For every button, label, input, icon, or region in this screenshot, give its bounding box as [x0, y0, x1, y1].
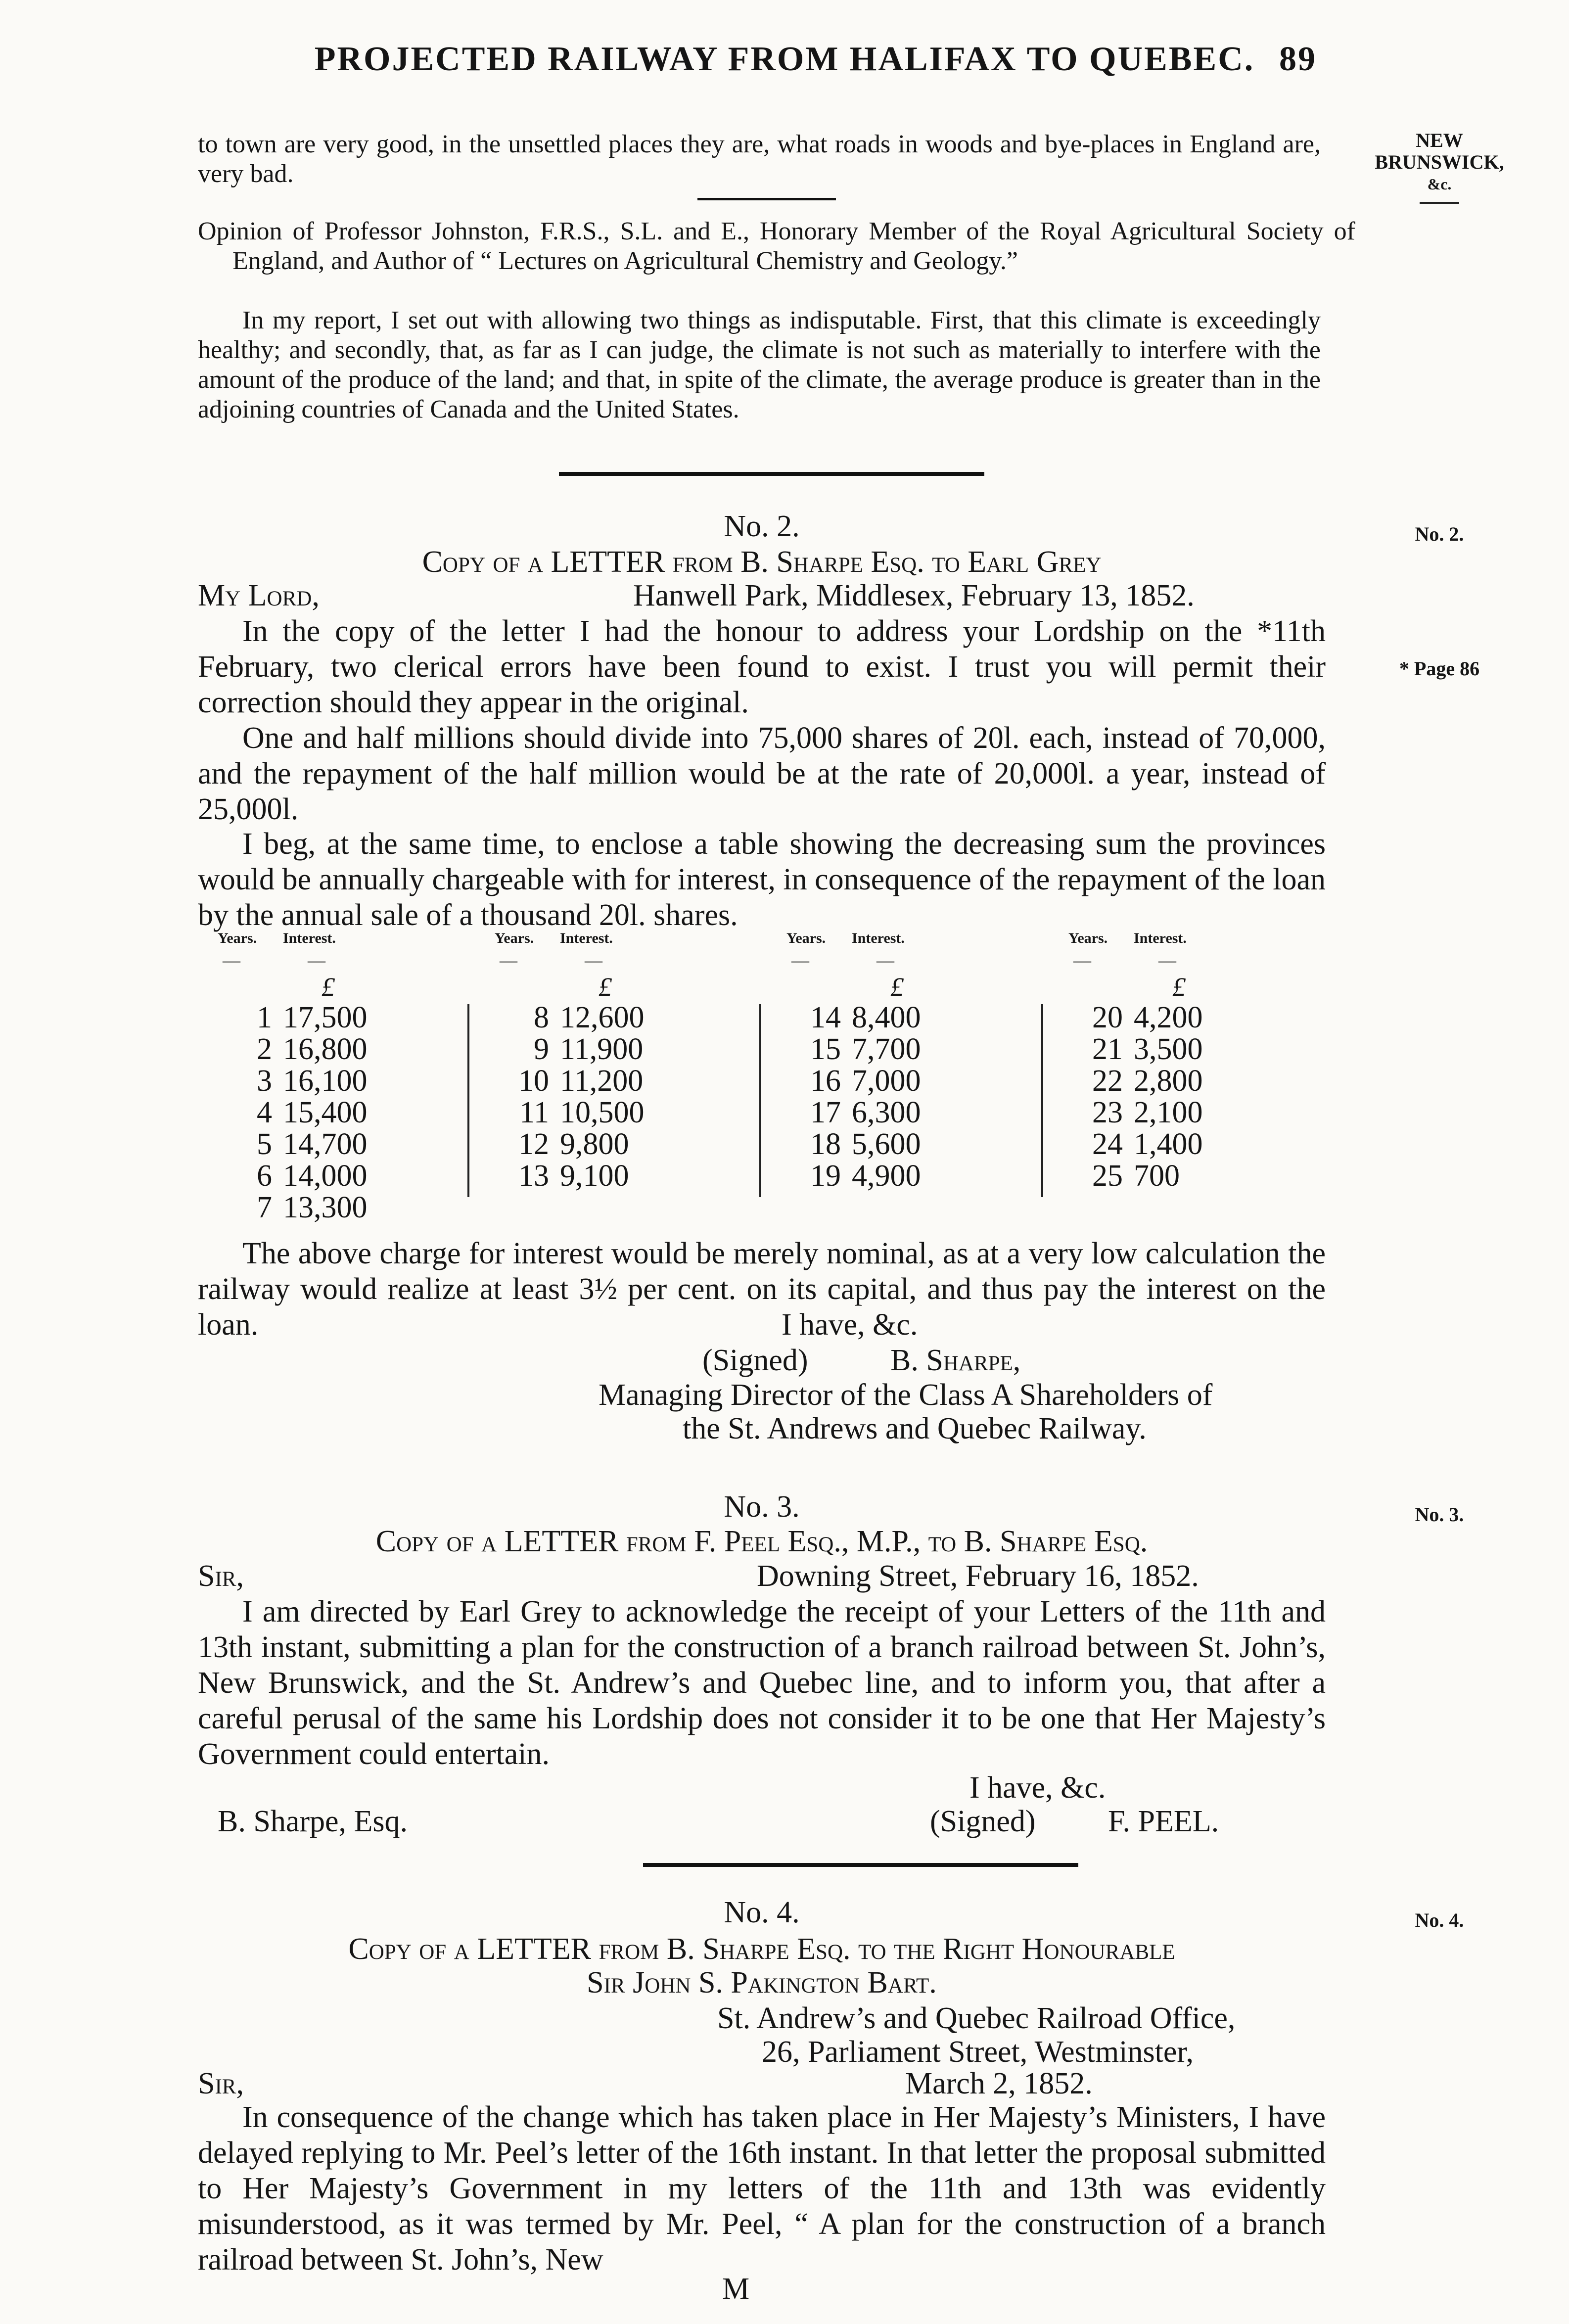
letter3-closing: I have, &c.	[969, 1771, 1106, 1805]
table-header-interest: Interest.	[852, 930, 905, 946]
table-cell-interest: 11,900	[560, 1032, 644, 1066]
table-cell-interest: 7,000	[852, 1064, 921, 1098]
table-group-1	[218, 930, 412, 1224]
page-number: 89	[1279, 40, 1317, 78]
table-cell-year: 4	[257, 1096, 272, 1129]
table-row	[495, 1129, 689, 1161]
table-cell-year: 9	[534, 1032, 549, 1066]
table-header	[495, 930, 689, 950]
table-cell-interest: 14,000	[283, 1159, 368, 1193]
section-rule	[643, 1863, 1078, 1867]
table-row	[1068, 1066, 1262, 1097]
table-cell-interest: 4,200	[1134, 1001, 1203, 1034]
table-header-interest: Interest.	[1134, 930, 1187, 946]
letter4-number: No. 4.	[724, 1896, 800, 1929]
table-row	[495, 1097, 689, 1129]
table-cell-year: 10	[518, 1064, 549, 1098]
table-currency-symbol: £	[599, 972, 612, 1002]
table-header	[1068, 930, 1262, 950]
table-cell-interest: 14,700	[283, 1127, 368, 1161]
table-cell-year: 1	[257, 1001, 272, 1034]
interest-table	[218, 930, 1306, 1237]
table-currency-symbol: £	[890, 972, 904, 1002]
table-cell-interest: 2,100	[1134, 1096, 1203, 1129]
table-cell-year: 20	[1092, 1001, 1123, 1034]
margin-note-no3: No. 3.	[1415, 1503, 1464, 1526]
letter2-closing: I have, &c.	[782, 1308, 918, 1342]
table-cell-year: 12	[518, 1127, 549, 1161]
table-cell-interest: 4,900	[852, 1159, 921, 1193]
table-cell-year: 23	[1092, 1096, 1123, 1129]
table-row	[786, 1097, 980, 1129]
signature-mark: M	[722, 2272, 750, 2306]
table-group-4	[1068, 930, 1262, 1192]
margin-note-no2: No. 2.	[1415, 523, 1464, 545]
letter4-para1: In consequence of the change which has taken place in Her Majesty’s Ministers, I have delayed replying to Mr. Peel’s letter of the 16th instant. In that letter the proposal submitted to Her Majesty’s Government in my letters of the 11th and 13th was evidently misunderstood, as it was termed by Mr. Peel, “ A plan for the construction of a branch railroad between St. John’s, New	[198, 2100, 1326, 2277]
letter4-address-2: 26, Parliament Street, Westminster,	[762, 2035, 1194, 2069]
letter4-address-1: St. Andrew’s and Quebec Railroad Office,	[717, 2001, 1236, 2035]
table-cell-interest: 6,300	[852, 1096, 921, 1129]
margin-province-etc: &c.	[1427, 175, 1452, 193]
table-cell-year: 24	[1092, 1127, 1123, 1161]
letter4-title-2: Sir John S. Pakington Bart.	[587, 1966, 937, 1999]
letter2-para4: The above charge for interest would be merely nominal, as at a very low calculation the railway would realize at least 3½ per cent. on its capital, and thus pay the interest on the loan.	[198, 1237, 1326, 1342]
section-divider	[697, 198, 836, 200]
table-header-years: Years.	[495, 930, 534, 946]
table-cell-year: 19	[810, 1159, 841, 1193]
table-header-dashes: — —	[791, 950, 894, 970]
letter3-signed-label: (Signed)	[930, 1805, 1036, 1838]
letter3-signer: F. PEEL.	[1108, 1805, 1219, 1838]
letter2-number: No. 2.	[724, 510, 800, 543]
table-cell-year: 7	[257, 1191, 272, 1224]
margin-note-no4: No. 4.	[1415, 1909, 1464, 1931]
section-rule	[559, 472, 984, 476]
intro-continuation: to town are very good, in the unsettled places they are, what roads in woods and bye-places in England are, very bad.	[198, 130, 1321, 188]
table-row	[1068, 1129, 1262, 1161]
table-cell-year: 21	[1092, 1032, 1123, 1066]
table-header-years: Years.	[218, 930, 257, 946]
table-row	[218, 1066, 412, 1097]
letter2-para3: I beg, at the same time, to enclose a table showing the decreasing sum the provinces would be annually chargeable with for interest, in consequence of the repayment of the loan by the annual sale of a thousand 20l. shares.	[198, 827, 1326, 932]
table-cell-year: 3	[257, 1064, 272, 1098]
table-column-separator	[467, 1004, 469, 1197]
letter2-salutation: My Lord,	[198, 579, 320, 612]
letter2-signer: B. Sharpe,	[890, 1344, 1021, 1377]
letter3-dateline: Downing Street, February 16, 1852.	[757, 1559, 1199, 1593]
table-cell-year: 6	[257, 1159, 272, 1193]
table-row	[786, 1002, 980, 1034]
table-cell-interest: 700	[1134, 1159, 1180, 1193]
letter2-signer-title-2: the St. Andrews and Quebec Railway.	[683, 1412, 1147, 1445]
table-header	[218, 930, 412, 950]
table-row	[218, 1192, 412, 1224]
table-header-dashes: — —	[1073, 950, 1176, 970]
table-column-separator	[759, 1004, 761, 1197]
table-row	[495, 1161, 689, 1192]
letter3-number: No. 3.	[724, 1490, 800, 1524]
table-cell-interest: 3,500	[1134, 1032, 1203, 1066]
table-row	[786, 1161, 980, 1192]
table-cell-year: 18	[810, 1127, 841, 1161]
table-cell-year: 25	[1092, 1159, 1123, 1193]
margin-note-province	[1365, 130, 1514, 204]
table-row	[1068, 1002, 1262, 1034]
opinion-text: In my report, I set out with allowing two things as indisputable. First, that this climate is exceedingly healthy; and secondly, that, as far as I can judge, the climate is not such as materially to interfere with the amount of the produce of the land; and that, in spite of the climate, the average produce is greater than in the adjoining countries of Canada and the United States.	[198, 306, 1321, 423]
letter4-title-1: Copy of a LETTER from B. Sharpe Esq. to the Right Honourable	[348, 1932, 1175, 1966]
table-row	[218, 1161, 412, 1192]
table-cell-year: 15	[810, 1032, 841, 1066]
table-cell-interest: 16,100	[283, 1064, 368, 1098]
letter4-dateline: March 2, 1852.	[905, 2067, 1093, 2100]
table-cell-interest: 12,600	[560, 1001, 645, 1034]
table-row	[495, 1066, 689, 1097]
margin-divider	[1420, 202, 1459, 204]
table-row	[218, 1097, 412, 1129]
margin-note-page-ref: * Page 86	[1399, 657, 1480, 680]
table-cell-year: 11	[519, 1096, 549, 1129]
table-currency-symbol: £	[1172, 972, 1186, 1002]
table-row	[786, 1066, 980, 1097]
table-header-dashes: — —	[500, 950, 602, 970]
letter2-signer-title-1: Managing Director of the Class A Shareholders of	[599, 1378, 1213, 1412]
letter4-salutation: Sir,	[198, 2067, 244, 2100]
table-cell-interest: 13,300	[283, 1191, 368, 1224]
table-header-years: Years.	[1068, 930, 1108, 946]
table-row	[786, 1034, 980, 1066]
table-group-2	[495, 930, 689, 1192]
table-header-interest: Interest.	[560, 930, 613, 946]
table-row	[495, 1034, 689, 1066]
table-header	[786, 930, 980, 950]
table-header-years: Years.	[786, 930, 826, 946]
table-cell-interest: 7,700	[852, 1032, 921, 1066]
table-cell-year: 5	[257, 1127, 272, 1161]
table-cell-interest: 2,800	[1134, 1064, 1203, 1098]
letter2-dateline: Hanwell Park, Middlesex, February 13, 1852.	[633, 579, 1195, 612]
letter2-title: Copy of a LETTER from B. Sharpe Esq. to Earl Grey	[422, 545, 1102, 579]
letter3-addressee: B. Sharpe, Esq.	[218, 1805, 408, 1838]
table-cell-interest: 9,800	[560, 1127, 629, 1161]
table-cell-year: 2	[257, 1032, 272, 1066]
letter3-para1: I am directed by Earl Grey to acknowledge the receipt of your Letters of the 11th and 13th instant, submitting a plan for the construction of a branch railroad between St. John’s, New Brunswick, and the St. Andrew’s and Quebec line, and to inform you, that after a careful perusal of the same his Lordship does not consider it to be one that Her Majesty’s Government could entertain.	[198, 1595, 1326, 1771]
table-cell-interest: 15,400	[283, 1096, 368, 1129]
table-cell-interest: 8,400	[852, 1001, 921, 1034]
opinion-heading: Opinion of Professor Johnston, F.R.S., S.L. and E., Honorary Member of the Royal Agricultural Society of England, and Author of “ Lectures on Agricultural Chemistry and Geology.”	[198, 217, 1355, 275]
letter2-signed-label: (Signed)	[702, 1344, 808, 1377]
page-title: PROJECTED RAILWAY FROM HALIFAX TO QUEBEC.	[314, 40, 1255, 78]
letter2-para2: One and half millions should divide into 75,000 shares of 20l. each, instead of 70,000, and the repayment of the half million would be at the rate of 20,000l. a year, instead of 25,000l.	[198, 721, 1326, 826]
table-cell-interest: 1,400	[1134, 1127, 1203, 1161]
table-row	[218, 1129, 412, 1161]
margin-province-label: NEW BRUNSWICK,	[1375, 129, 1504, 173]
page-header	[0, 40, 1569, 79]
table-row	[218, 1002, 412, 1034]
table-column-separator	[1041, 1004, 1043, 1197]
table-currency-symbol: £	[322, 972, 335, 1002]
table-cell-interest: 9,100	[560, 1159, 629, 1193]
table-row	[1068, 1097, 1262, 1129]
table-row	[495, 1002, 689, 1034]
table-cell-interest: 11,200	[560, 1064, 644, 1098]
table-cell-interest: 10,500	[560, 1096, 645, 1129]
table-cell-year: 16	[810, 1064, 841, 1098]
letter2-para1: In the copy of the letter I had the honour to address your Lordship on the *11th February, two clerical errors have been found to exist. I trust you will permit their correction should they appear in the original.	[198, 614, 1326, 719]
table-header-interest: Interest.	[283, 930, 336, 946]
table-row	[1068, 1034, 1262, 1066]
table-cell-year: 13	[518, 1159, 549, 1193]
table-header-dashes: — —	[223, 950, 325, 970]
letter3-salutation: Sir,	[198, 1559, 244, 1593]
table-cell-interest: 17,500	[283, 1001, 368, 1034]
table-group-3	[786, 930, 980, 1192]
table-cell-year: 17	[810, 1096, 841, 1129]
table-cell-year: 8	[534, 1001, 549, 1034]
table-cell-interest: 16,800	[283, 1032, 368, 1066]
table-row	[218, 1034, 412, 1066]
table-row	[786, 1129, 980, 1161]
letter3-title: Copy of a LETTER from F. Peel Esq., M.P., to B. Sharpe Esq.	[375, 1525, 1148, 1558]
table-cell-year: 14	[810, 1001, 841, 1034]
table-row	[1068, 1161, 1262, 1192]
table-cell-interest: 5,600	[852, 1127, 921, 1161]
table-cell-year: 22	[1092, 1064, 1123, 1098]
